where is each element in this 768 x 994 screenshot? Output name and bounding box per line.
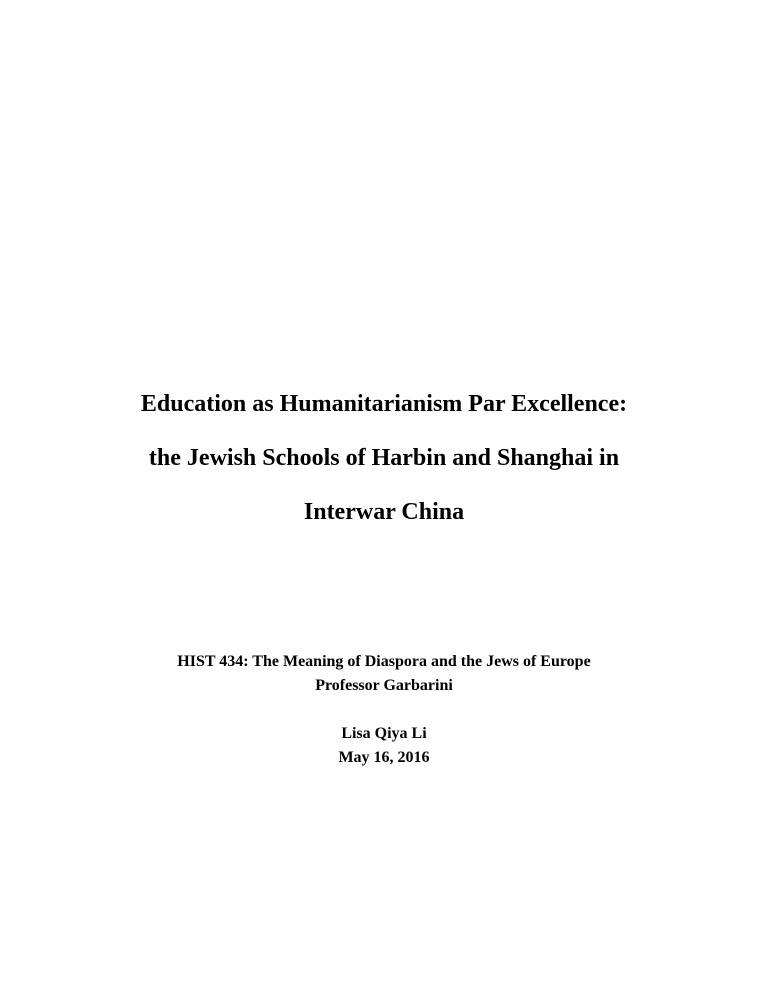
document-title: [0, 377, 768, 539]
course-name: HIST 434: The Meaning of Diaspora and the Jews of Europe: [177, 653, 591, 670]
title-line-3: Interwar China: [303, 499, 465, 525]
author-name: Lisa Qiya Li: [341, 725, 427, 742]
info-spacer: [0, 698, 768, 722]
submission-date: May 16, 2016: [338, 749, 430, 766]
title-page-info: [0, 650, 768, 770]
title-line-2: the Jewish Schools of Harbin and Shanghai in: [148, 445, 620, 471]
professor-name: Professor Garbarini: [315, 677, 453, 694]
title-line-1: Education as Humanitarianism Par Excellence:: [140, 391, 628, 417]
